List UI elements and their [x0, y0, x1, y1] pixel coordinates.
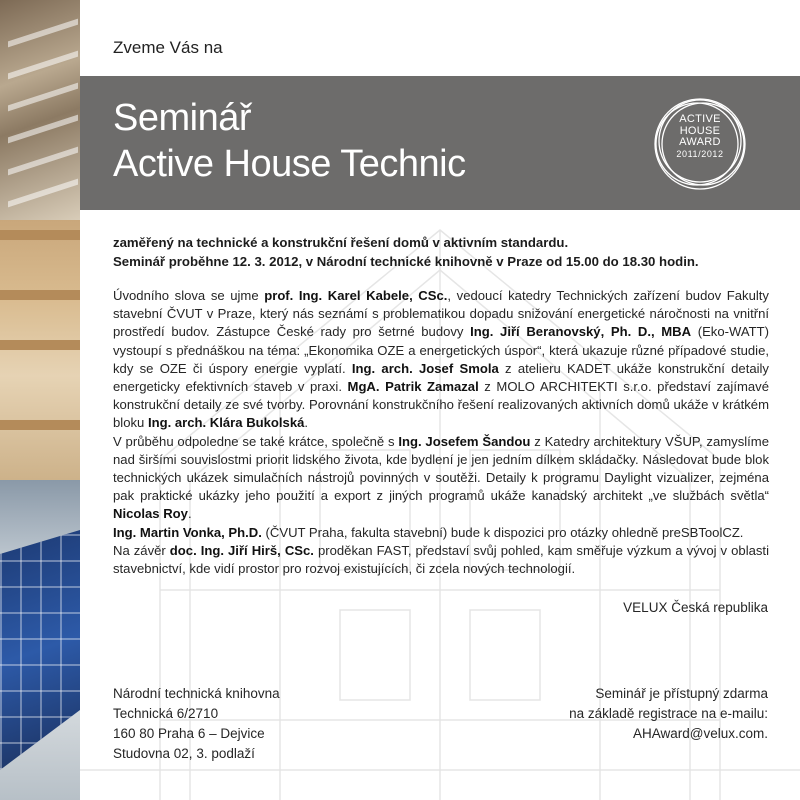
page-title: Seminář — [113, 97, 251, 139]
timber-construction-photo — [0, 220, 80, 480]
stair-photo — [0, 0, 80, 220]
seminar-description — [113, 287, 769, 578]
award-logo-text: ACTIVE HOUSE AWARD 2011/2012 — [676, 113, 724, 159]
paragraph-vonka: Ing. Martin Vonka, Ph.D. (ČVUT Praha, fakulta stavební) bude k dispozici pro otázky ohledně preSBToolCZ. — [113, 524, 744, 540]
paragraph-afternoon: V průběhu odpoledne se také krátce, společně s Ing. Josefem Šandou z Katedry architektury VŠUP, zamyslíme nad širšími souvislostmi priorit lidského života, kde bydlení je jen jedním dílkem skládačky. Následovat bude blok technických ukázek simulačních nástrojů povinných v soutěži. Detaily k programu Daylight vizualizer, zejména pak praktické ukázky jeho použití a export z jiných programů ukáže kanadský architekt „ve službách světla“ Nicolas Roy. — [113, 433, 769, 522]
page-subtitle: Active House Technic — [113, 143, 466, 185]
venue-address: Národní technická knihovna Technická 6/2710 160 80 Praha 6 – Dejvice Studovna 02, 3. podlaží — [113, 686, 280, 761]
photo-strip — [0, 0, 80, 800]
invitation-line: Zveme Vás na — [113, 38, 223, 57]
seminar-summary: zaměřený na technické a konstrukční řešení domů v aktivním standardu. Seminář proběhne 12. 3. 2012, v Národní technické knihovně v Praze od 15.00 do 18.30 hodin. — [113, 235, 699, 269]
registration-info: Seminář je přístupný zdarma na základě registrace na e-mailu: AHAward@velux.com. — [569, 684, 768, 744]
registration-email-link[interactable]: AHAward@velux.com. — [633, 726, 768, 741]
paragraph-closing: Na závěr doc. Ing. Jiří Hirš, CSc. proděkan FAST, představí svůj pohled, kam směřuje výzkum a vývoj v oblasti stavebnictví, kde vidí prostor pro rozvoj existujících, či zcela nových technologií. — [113, 542, 769, 577]
organizer-signature: VELUX Česká republika — [623, 600, 768, 615]
paragraph-intro: Úvodního slova se ujme prof. Ing. Karel Kabele, CSc., vedoucí katedry Technických zařízení budov Fakulty stavební ČVUT v Praze, který nás seznámí s problematikou dopadu snižování energetické náročnosti na vnitřní prostředí budov. Zástupce České rady pro šetrné budovy Ing. Jiří Beranovský, Ph. D., MBA (Eko-WATT) vystoupí s přednáškou na téma: „Ekonomika OZE a energetických úspor“, která ukazuje různé případové studie, kdy se OZE či úspory energie vyplatí. Ing. arch. Josef Smola z atelieru KADET ukáže konstrukční detaily energeticky efektivních staveb v praxi. MgA. Patrik Zamazal z MOLO ARCHITEKTI s.r.o. představí zajímavé konstrukční detaily ze své tvorby. Porovnání konstrukčního řešení realizovaných aktivních domů ukáže v krátkém bloku Ing. arch. Klára Bukolská. — [113, 288, 769, 431]
